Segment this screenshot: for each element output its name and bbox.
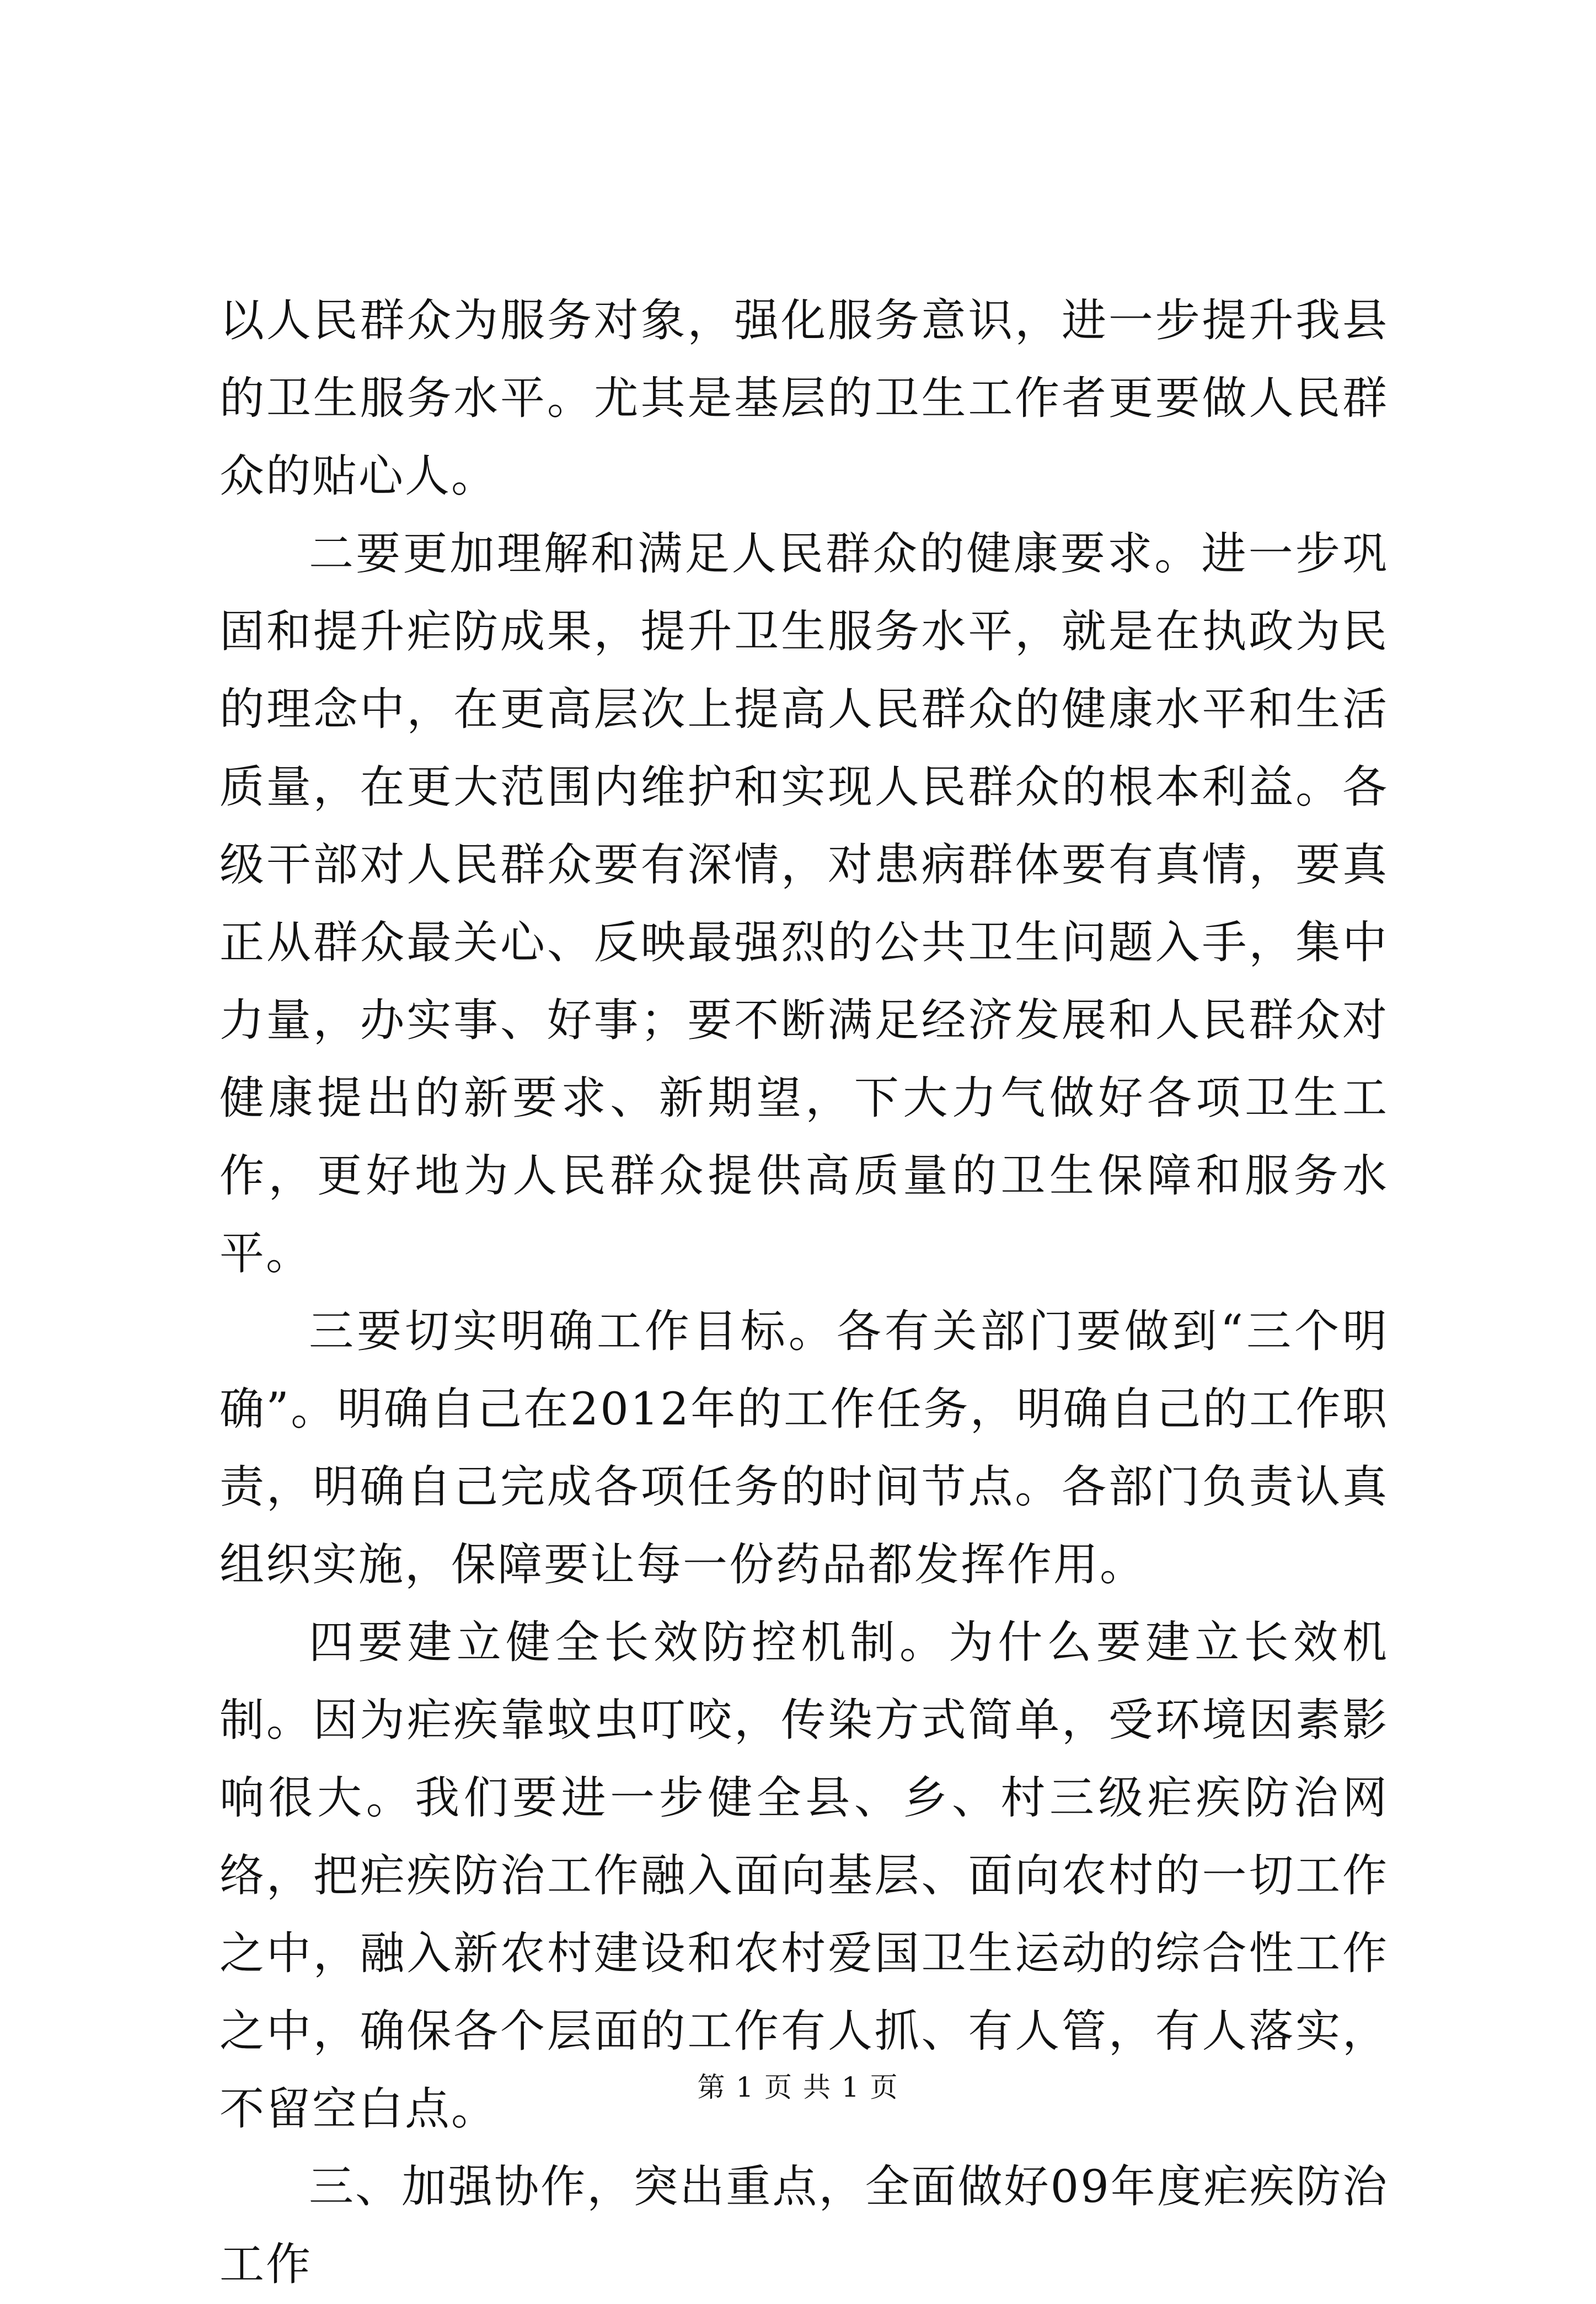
- paragraph-two: 二要更加理解和满足人民群众的健康要求。进一步巩固和提升疟防成果，提升卫生服务水平，就是在执政为民的理念中，在更高层次上提高人民群众的健康水平和生活质量，在更大范围内维护和实现人民群众的根本利益。各级干部对人民群众要有深情，对患病群体要有真情，要真正从群众最关心、反映最强烈的公共卫生问题入手，集中力量，办实事、好事；要不断满足经济发展和人民群众对健康提出的新要求、新期望，下大力气做好各项卫生工作，更好地为人民群众提供高质量的卫生保障和服务水平。: [219, 528, 1389, 1280]
- document-body: [219, 282, 1389, 2304]
- page-footer: 第 1 页 共 1 页: [697, 2071, 899, 2103]
- paragraph-four: 四要建立健全长效防控机制。为什么要建立长效机制。因为疟疾靠蚊虫叮咬，传染方式简单，受环境因素影响很大。我们要进一步健全县、乡、村三级疟疾防治网络，把疟疾防治工作融入面向基层、面向农村的一切工作之中，融入新农村建设和农村爱国卫生运动的综合性工作之中，确保各个层面的工作有人抓、有人管，有人落实，不留空白点。: [219, 1617, 1389, 2135]
- paragraph-three: 三要切实明确工作目标。各有关部门要做到“三个明确”。明确自己在2012年的工作任务，明确自己的工作职责，明确自己完成各项任务的时间节点。各部门负责认真组织实施，保障要让每一份药品都发挥作用。: [219, 1306, 1389, 1591]
- section-heading: 三、加强协作，突出重点，全面做好09年度疟疾防治工作: [219, 2161, 1389, 2291]
- paragraph-continuation: 以人民群众为服务对象，强化服务意识，进一步提升我县的卫生服务水平。尤其是基层的卫生工作者更要做人民群众的贴心人。: [219, 295, 1389, 502]
